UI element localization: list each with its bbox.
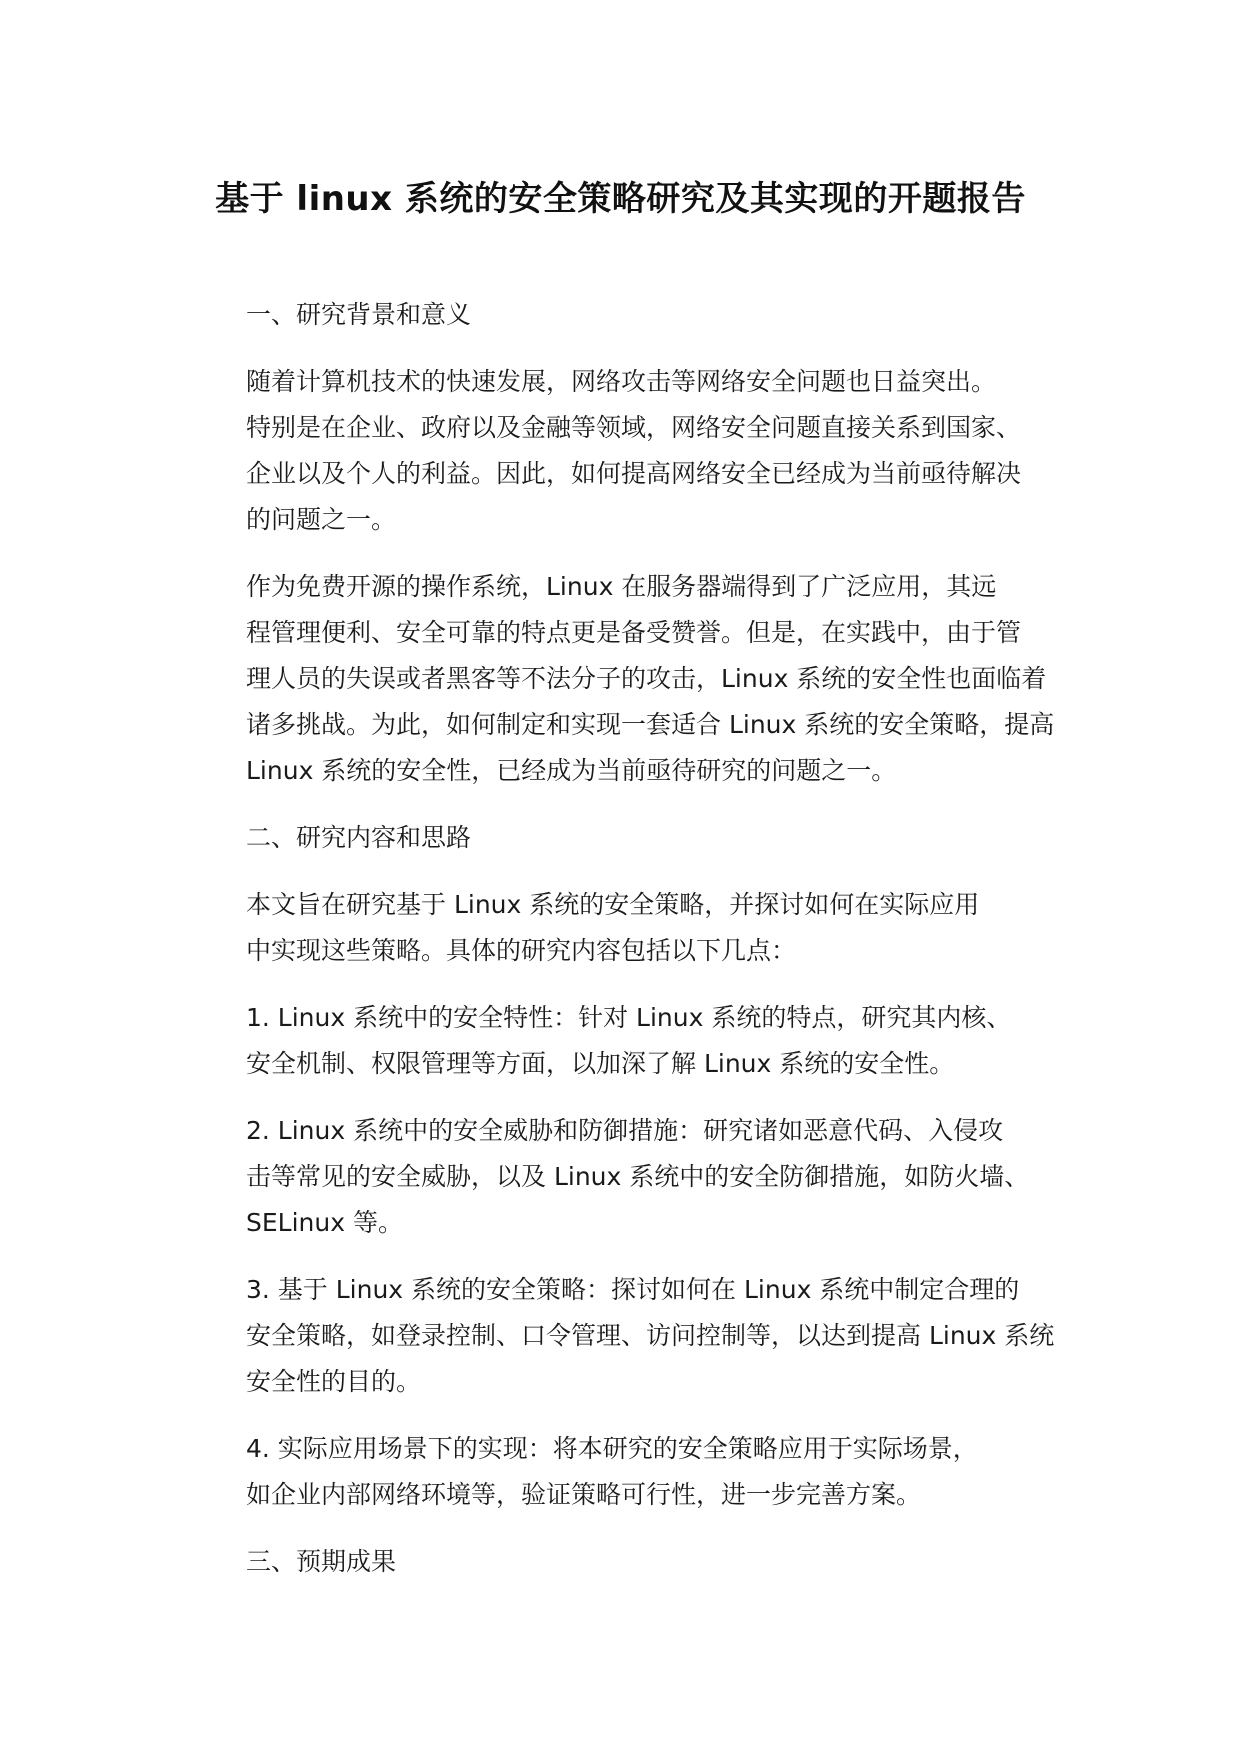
text-line: 如企业内部网络环境等，验证策略可行性，进一步完善方案。 (246, 1480, 922, 1509)
document-body (188, 292, 1068, 1606)
text-line: 击等常见的安全威胁，以及 Linux 系统中的安全防御措施，如防火墙、 (246, 1162, 1030, 1191)
text-line: 1. Linux 系统中的安全特性：针对 Linux 系统的特点，研究其内核、 (246, 1003, 1012, 1032)
text-line: 理人员的失误或者黑客等不法分子的攻击，Linux 系统的安全性也面临着 (246, 664, 1047, 693)
text-line: 中实现这些策略。具体的研究内容包括以下几点： (246, 936, 797, 965)
text-line: 二、研究内容和思路 (246, 823, 472, 852)
text-line: 作为免费开源的操作系统，Linux 在服务器端得到了广泛应用，其远 (246, 572, 997, 601)
body-paragraph (188, 995, 1068, 1087)
document-title: 基于 linux 系统的安全策略研究及其实现的开题报告 (215, 179, 1026, 219)
body-paragraph (188, 564, 1068, 794)
text-line: 的问题之一。 (246, 505, 397, 534)
section-heading (188, 292, 1068, 338)
text-line: 安全机制、权限管理等方面，以加深了解 Linux 系统的安全性。 (246, 1049, 955, 1078)
section-heading (188, 815, 1068, 861)
text-line: Linux 系统的安全性，已经成为当前亟待研究的问题之一。 (246, 756, 897, 785)
body-paragraph (188, 359, 1068, 543)
text-line: 随着计算机技术的快速发展，网络攻击等网络安全问题也日益突出。 (246, 367, 997, 396)
text-line: 4. 实际应用场景下的实现：将本研究的安全策略应用于实际场景， (246, 1434, 978, 1463)
text-line: 2. Linux 系统中的安全威胁和防御措施：研究诸如恶意代码、入侵攻 (246, 1116, 1004, 1145)
text-line: 3. 基于 Linux 系统的安全策略：探讨如何在 Linux 系统中制定合理的 (246, 1275, 1020, 1304)
text-line: 程管理便利、安全可靠的特点更是备受赞誉。但是，在实践中，由于管 (246, 618, 1022, 647)
body-paragraph (188, 882, 1068, 974)
text-line: 企业以及个人的利益。因此，如何提高网络安全已经成为当前亟待解决 (246, 459, 1022, 488)
section-heading (188, 1539, 1068, 1585)
body-paragraph (188, 1426, 1068, 1518)
text-line: 三、预期成果 (246, 1547, 397, 1576)
text-line: 本文旨在研究基于 Linux 系统的安全策略，并探讨如何在实际应用 (246, 890, 980, 919)
text-line: 一、研究背景和意义 (246, 300, 472, 329)
text-line: 诸多挑战。为此，如何制定和实现一套适合 Linux 系统的安全策略，提高 (246, 710, 1055, 739)
body-paragraph (188, 1267, 1068, 1405)
body-paragraph (188, 1108, 1068, 1246)
text-line: 安全策略，如登录控制、口令管理、访问控制等，以达到提高 Linux 系统 (246, 1321, 1055, 1350)
text-line: 特别是在企业、政府以及金融等领域，网络安全问题直接关系到国家、 (246, 413, 1022, 442)
text-line: SELinux 等。 (246, 1208, 403, 1237)
text-line: 安全性的目的。 (246, 1367, 422, 1396)
